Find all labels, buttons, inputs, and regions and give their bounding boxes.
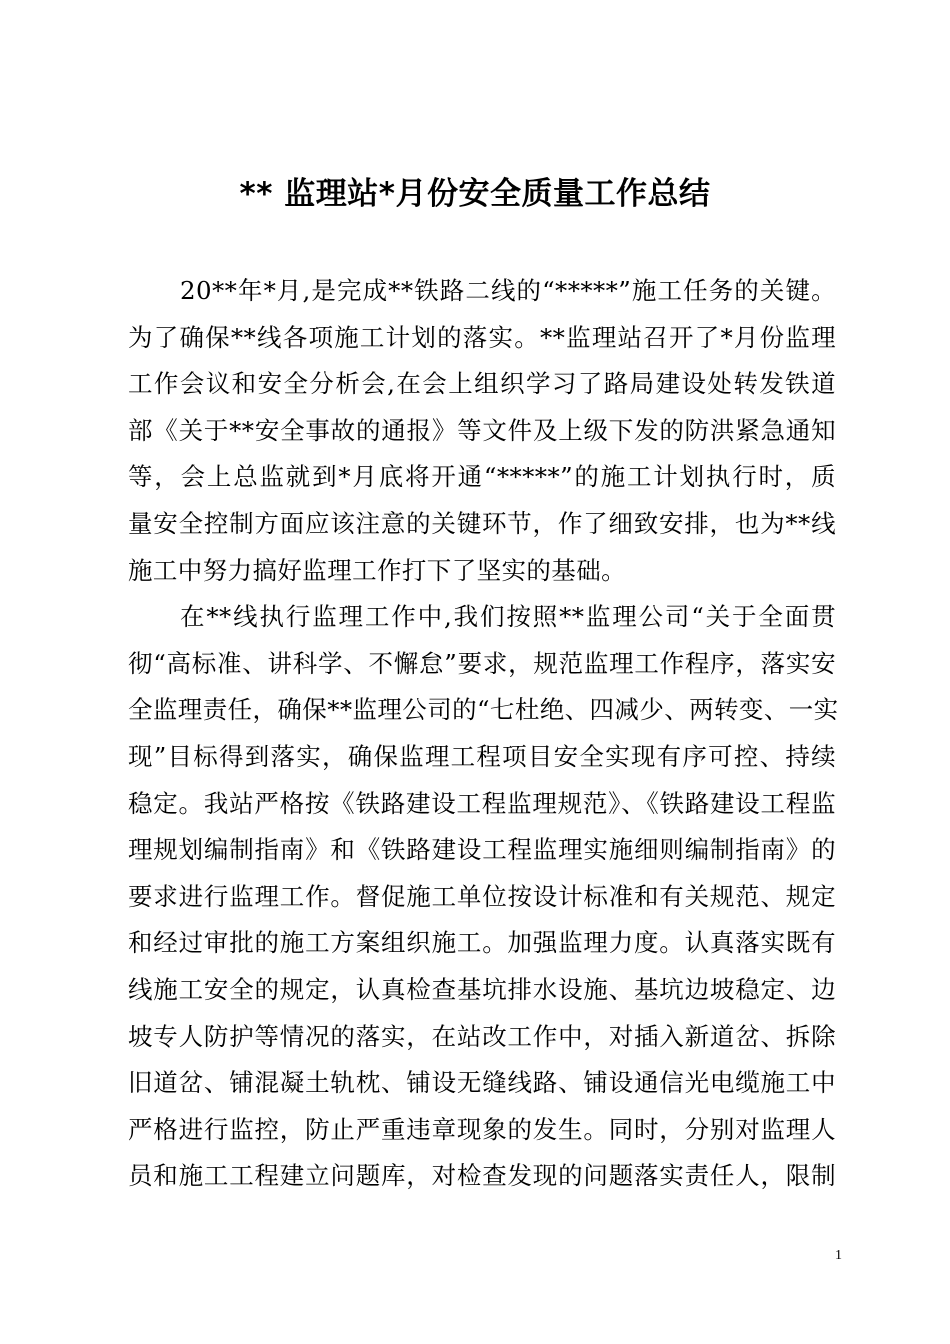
paragraph-line: 部《关于**安全事故的通报》等文件及上级下发的防洪紧急通知 [128, 415, 836, 445]
paragraph-2 [128, 594, 839, 1200]
paragraph-line: 和经过审批的施工方案组织施工。加强监理力度。认真落实既有 [128, 928, 836, 958]
paragraph-line: 理规划编制指南》和《铁路建设工程监理实施细则编制指南》的 [128, 835, 836, 865]
paragraph-line: 在**线执行监理工作中,我们按照**监理公司“关于全面贯 [180, 602, 836, 632]
paragraph-line: 全监理责任，确保**监理公司的“七杜绝、四减少、两转变、一实 [128, 695, 839, 725]
document-title: ** 监理站*月份安全质量工作总结 [239, 176, 711, 212]
paragraph-line: 20**年*月,是完成**铁路二线的“*****”施工任务的关键。 [180, 276, 836, 305]
paragraph-line: 旧道岔、铺混凝土轨枕、铺设无缝线路、铺设通信光电缆施工中 [128, 1068, 836, 1098]
paragraph-line: 员和施工工程建立问题库，对检查发现的问题落实责任人，限制 [128, 1161, 836, 1191]
page-number: 1 [835, 1248, 842, 1263]
paragraph-line: 线施工安全的规定，认真检查基坑排水设施、基坑边坡稳定、边 [128, 974, 836, 1004]
paragraph-1 [128, 268, 836, 594]
paragraph-line: 量安全控制方面应该注意的关键环节，作了细致安排，也为**线 [128, 508, 836, 538]
paragraph-line: 要求进行监理工作。督促施工单位按设计标准和有关规范、规定 [128, 881, 836, 911]
paragraph-line: 彻“高标准、讲科学、不懈怠”要求，规范监理工作程序，落实安 [128, 648, 836, 678]
paragraph-line: 施工中努力搞好监理工作打下了坚实的基础。 [128, 555, 626, 585]
paragraph-line: 严格进行监控，防止严重违章现象的发生。同时，分别对监理人 [128, 1114, 836, 1144]
document-body [128, 268, 839, 1200]
paragraph-line: 现”目标得到落实，确保监理工程项目安全实现有序可控、持续 [128, 741, 836, 771]
paragraph-line: 坡专人防护等情况的落实，在站改工作中，对插入新道岔、拆除 [128, 1021, 836, 1051]
paragraph-line: 为了确保**线各项施工计划的落实。**监理站召开了*月份监理 [128, 322, 836, 352]
paragraph-line: 稳定。我站严格按《铁路建设工程监理规范》、《铁路建设工程监 [128, 788, 836, 818]
paragraph-line: 等，会上总监就到*月底将开通“*****”的施工计划执行时，质 [128, 462, 836, 492]
paragraph-line: 工作会议和安全分析会,在会上组织学习了路局建设处转发铁道 [128, 369, 836, 399]
